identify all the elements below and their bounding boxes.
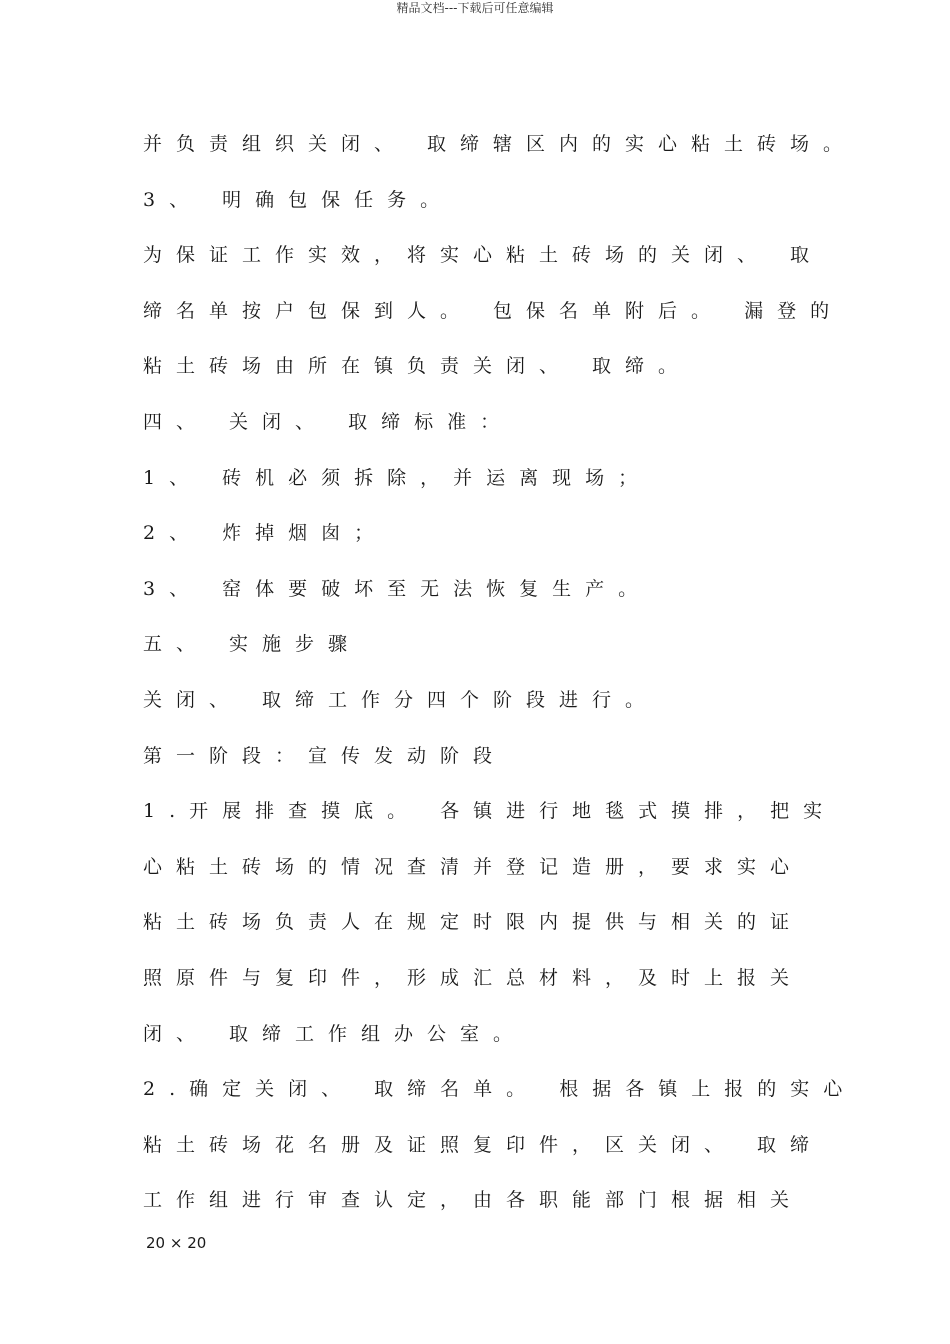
paragraph-line: 闭、 取缔工作组办公室。 <box>143 1022 527 1045</box>
paragraph-line: 心粘土砖场的情况查清并登记造册，要求实心 <box>143 855 804 878</box>
list-item: 3、 窑体要破坏至无法恢复生产。 <box>143 577 652 600</box>
paragraph-line: 1.开展排查摸底。 各镇进行地毯式摸排，把实 <box>143 800 837 823</box>
paragraph-line: 2.确定关闭、 取缔名单。 根据各镇上报的实心 <box>143 1078 857 1101</box>
list-item: 2、 炸掉烟囱； <box>143 522 388 545</box>
paragraph-line: 为保证工作实效，将实心粘土砖场的关闭、 取 <box>143 244 824 267</box>
subsection-heading: 第一阶段：宣传发动阶段 <box>143 744 507 767</box>
paragraph-line: 粘土砖场负责人在规定时限内提供与相关的证 <box>143 911 804 934</box>
list-item: 1、 砖机必须拆除，并运离现场； <box>143 466 652 489</box>
paragraph-line: 3、 明确包保任务。 <box>143 188 454 211</box>
page-header: 精品文档---下载后可任意编辑 <box>396 1 554 15</box>
paragraph-line: 工作组进行审查认定，由各职能部门根据相关 <box>143 1189 804 1212</box>
section-heading: 四、 关闭、 取缔标准： <box>143 410 514 433</box>
paragraph-line: 粘土砖场由所在镇负责关闭、 取缔。 <box>143 355 692 378</box>
document-body <box>143 117 857 1229</box>
paragraph-line: 缔名单按户包保到人。 包保名单附后。 漏登的 <box>143 299 844 322</box>
paragraph-line: 粘土砖场花名册及证照复印件，区关闭、 取缔 <box>143 1133 824 1156</box>
section-heading: 五、 实施步骤 <box>143 633 362 656</box>
page-footer: 20 × 20 <box>146 1234 207 1252</box>
paragraph-line: 照原件与复印件，形成汇总材料，及时上报关 <box>143 966 804 989</box>
paragraph-line: 关闭、 取缔工作分四个阶段进行。 <box>143 688 659 711</box>
paragraph-line: 并负责组织关闭、 取缔辖区内的实心粘土砖场。 <box>143 133 857 155</box>
